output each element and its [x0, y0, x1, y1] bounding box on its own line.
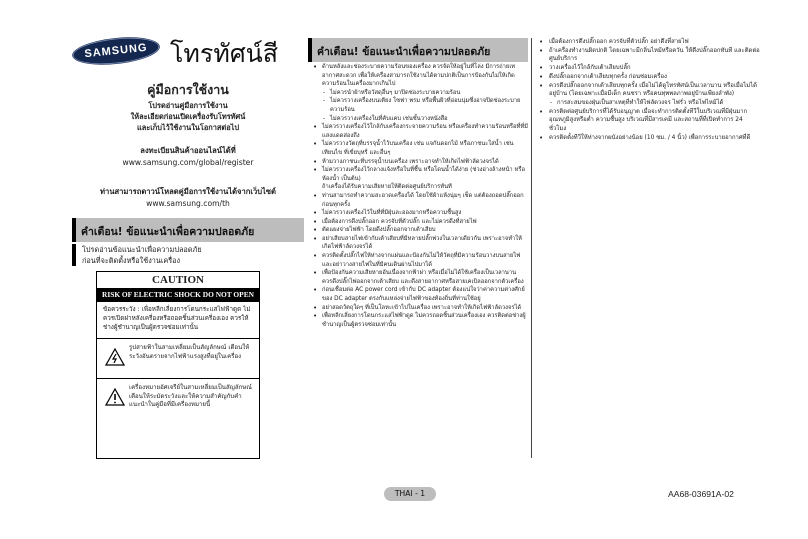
list-item: • ถ้าเครื่องทำงานผิดปกติ โดยเฉพาะมีกลิ่นไหม้หรือควัน ให้ดึงปลั๊กออกทันที และติดต่อศูนย์บริการ — [538, 47, 760, 64]
list-item: • อย่าเสียบสายไฟเข้ากับเต้าเสียบที่มีหลายปลั๊กพ่วงในเวลาเดียวกัน เพราะอาจทำให้เกิดไฟฟ้าลัดวงจรได้ — [312, 235, 528, 252]
list-item: • ไม่ควรวางวัตถุที่บรรจุน้ำไว้บนเครื่อง เช่น แจกันดอกไม้ หรือภาชนะใส่น้ำ เช่นเทียนไข ที่เขี่ยบุหรี่ และอื่นๆ — [312, 140, 528, 157]
page-number-badge: THAI - 1 — [384, 487, 436, 501]
intro-line: และเก็บไว้ใช้งานในโอกาสต่อไป — [136, 123, 240, 132]
lightning-symbol-text: รูปสายฟ้าในสามเหลี่ยมเป็นสัญลักษณ์ เตือนให้ระวังอันตรายจากไฟฟ้าแรงสูงที่อยู่ในเครื่อง — [129, 344, 250, 360]
exclamation-symbol-text: เครื่องหมายอัศเจรีย์ในสามเหลี่ยมเป็นสัญลักษณ์ เตือนให้ระมัดระวังและให้ความสำคัญกับคำแนะนำในคู่มือที่มีเครื่องหมายนี้ — [129, 384, 252, 408]
list-item: • ไม่ควรวางเครื่องไว้ในที่ที่มีฝุ่นละอองมากหรือความชื้นสูง — [312, 209, 528, 218]
exclamation-symbol-row — [97, 378, 259, 419]
list-item: • เพื่อหลีกเลี่ยงการโดนกระแสไฟฟ้าดูด ไม่ควรถอดชิ้นส่วนเครื่องเอง ควรติดต่อช่างผู้ชำนาญเป็นผู้ตรวจซ่อมเท่านั้น — [312, 312, 528, 329]
logo-text: SAMSUNG — [83, 41, 149, 61]
list-item: • ควรติดต่อศูนย์บริการที่ได้รับอนุญาต เมื่อจะทำการติดตั้งทีวีในบริเวณที่มีฝุ่นมาก อุณหภูมิสูงหรือต่ำ ความชื้นสูง บริเวณที่มีสารเคมี และสถานที่ที่เปิดทำการ 24 ชั่วโมง — [538, 108, 760, 134]
list-item: • ก่อนเชื่อมต่อ AC power cord เข้ากับ DC adapter ต้องแน่ใจว่าค่าความต่างศักย์ของ DC adapter ตรงกับแหล่งจ่ายไฟฟ้าของท้องถิ่นที่ท่านใช้อยู่ — [312, 286, 528, 303]
sub-item: - ไม่ควรวางเครื่องในที่คับแคบ เช่นชั้นวางหนังสือ — [312, 115, 528, 124]
list-item: • ควรติดตั้งทีวีให้ห่างจากผนังอย่างน้อย (10 ซม. / 4 นิ้ว) เพื่อการระบายอากาศที่ดี — [538, 134, 760, 143]
list-item: • ดึงปลั๊กออกจากเต้าเสียบทุกครั้ง ก่อนซ่อมเครื่อง — [538, 73, 760, 82]
lightning-symbol-row — [97, 338, 259, 379]
middle-warning-header — [308, 38, 528, 62]
lightning-warning-icon — [105, 348, 125, 366]
list-item: • เพื่อป้องกันความเสียหายอันเนื่องจากฟ้าผ่า หรือเมื่อไม่ได้ใช้เครื่องเป็นเวลานาน ควรดึงปลั๊กไฟออกจากเต้าเสียบ และดึงสายอากาศหรือสายเคเบิลออกจากตัวเครื่อง — [312, 269, 528, 286]
caution-title: CAUTION — [97, 272, 259, 289]
intro-line: ให้ละเอียดก่อนเปิดเครื่องรับโทรทัศน์ — [130, 112, 246, 121]
sub-item: - ไม่ควรวางเครื่องบนเตียง โซฟา พรม หรือพื้นผิวที่อ่อนนุ่มซึ่งอาจปิดช่องระบายความร้อน — [312, 97, 528, 114]
intro-line: โปรดอ่านคู่มือการใช้งาน — [148, 101, 228, 110]
right-safety-list — [538, 38, 760, 142]
sub-item: - การสะสมของฝุ่นเป็นสาเหตุที่ทำให้ไฟลัดวงจร ไฟรั่ว หรือไฟไหม้ได้ — [538, 99, 760, 108]
list-item: • อย่าสอดวัตถุใดๆ ที่เป็นโลหะเข้าไปในเครื่อง เพราะอาจทำให้เกิดไฟฟ้าลัดวงจรได้ — [312, 304, 528, 313]
list-item: • ไม่ควรวางเครื่องไว้ใกล้กับเครื่องกระจายความร้อน หรือเครื่องทำความร้อนหรือที่ที่มีแสงแดดส่องถึง — [312, 123, 528, 140]
warning-line: โปรดอ่านข้อแนะนำเพื่อความปลอดภัย — [82, 245, 202, 254]
list-item: • ห้ามวางภาชนะที่บรรจุน้ำบนเครื่อง เพราะอาจทำให้เกิดไฟฟ้าลัดวงจรได้ — [312, 158, 528, 167]
header-accent — [72, 218, 76, 242]
column-divider — [531, 38, 532, 458]
part-number: AA68-03691A-02 — [668, 489, 734, 499]
list-item: ถ้าเครื่องได้รับความเสียหายให้ติดต่อศูนย์บริการทันที — [322, 184, 452, 191]
caution-subtitle: RISK OF ELECTRIC SHOCK DO NOT OPEN — [97, 288, 259, 302]
register-label: ลงทะเบียนสินค้าออนไลน์ได้ที่ — [140, 146, 236, 155]
header-accent — [308, 38, 312, 62]
download-url: www.samsung.com/th — [146, 199, 230, 208]
download-label: ท่านสามารถดาวน์โหลดคู่มือการใช้งานได้จากเว็บไซต์ — [100, 187, 276, 196]
safety-warning-header — [72, 218, 304, 242]
list-item: • ควรติดตั้งปลั๊กไฟให้ห่างจากแผ่นและป้องกันไม่ให้วัตถุที่มีความร้อนวางบนสายไฟ และอย่าวางสายไฟในที่มีคนเดินผ่านไปมาได้ — [312, 252, 528, 269]
list-item: • ไม่ควรวางเครื่องไว้กลางแจ้งหรือในที่ชื้น หรือโดนน้ำได้ง่าย (ช่วงอ่างล้างหน้า หรือห้องน้ำ เป็นต้น) — [312, 166, 528, 183]
header-text: คำเตือน! ข้อแนะนำเพื่อความปลอดภัย — [81, 226, 255, 238]
caution-box — [96, 271, 260, 459]
manual-label: คู่มือการใช้งาน — [147, 82, 229, 97]
samsung-logo — [71, 33, 161, 68]
document-title: โทรทัศน์สี — [170, 39, 279, 68]
list-item: • เมื่อต้องการดึงปลั๊กออก ควรจับที่ตัวปลั๊ก อย่าดึงที่สายไฟ — [538, 38, 760, 47]
safety-warning-body — [72, 244, 304, 266]
register-url: www.samsung.com/global/register — [122, 158, 254, 167]
manual-intro — [72, 100, 304, 133]
exclamation-warning-icon — [105, 388, 125, 406]
header-text: คำเตือน! ข้อแนะนำเพื่อความปลอดภัย — [317, 46, 491, 58]
warning-line: ก่อนที่จะติดตั้งหรือใช้งานเครื่อง — [82, 256, 181, 265]
caution-text: ข้อควรระวัง : เพื่อหลีกเลี่ยงการโดนกระแสไฟฟ้าดูด ไม่ควรเปิดฝาหลังเครื่องหรือถอดชิ้นส่วนเครื่องเอง ควรให้ช่างผู้ชำนาญเป็นผู้ตรวจซ่อมเท่านั้น — [103, 306, 251, 331]
list-item: • ตัดแผงจ่ายไฟฟ้า โดยดึงปลั๊กออกจากเต้าเสียบ — [312, 226, 528, 235]
list-item: • ควรดึงปลั๊กออกจากเต้าเสียบทุกครั้ง เมื่อไม่ได้ดูโทรทัศน์เป็นเวลานาน หรือเมื่อไม่ได้อยู่บ้าน (โดยเฉพาะเมื่อมีเด็ก คนชรา หรือคนทุพพลภาพอยู่บ้านเพียงลำพัง) — [538, 82, 760, 99]
middle-safety-list — [312, 63, 528, 329]
list-item: • ท่านสามารถทำความสะอาดเครื่องได้ โดยใช้ผ้าแห้งนุ่มๆ เช็ด แต่ต้องถอดปลั๊กออกก่อนทุกครั้ง — [312, 192, 528, 209]
list-item: • วางเครื่องไว้ใกล้กับเต้าเสียบปลั๊ก — [538, 64, 760, 73]
sub-item: - ไม่ควรนำผ้าหรือวัสดุอื่นๆ มาปิดช่องระบายความร้อน — [312, 89, 528, 98]
list-item: • ด้านหลังและช่องระบายความร้อนของเครื่อง ควรจัดให้อยู่ในที่โล่ง มีการถ่ายเทอากาศสะดวก เพื่อให้เครื่องสามารถใช้งานได้ตามปกติเป็นการป้องกันไม่ให้เกิดความร้อนในเครื่องมากเกินไป — [312, 63, 528, 89]
list-item: • เมื่อต้องการดึงปลั๊กออก ควรจับที่ตัวปลั๊ก และไม่ควรดึงที่สายไฟ — [312, 218, 528, 227]
